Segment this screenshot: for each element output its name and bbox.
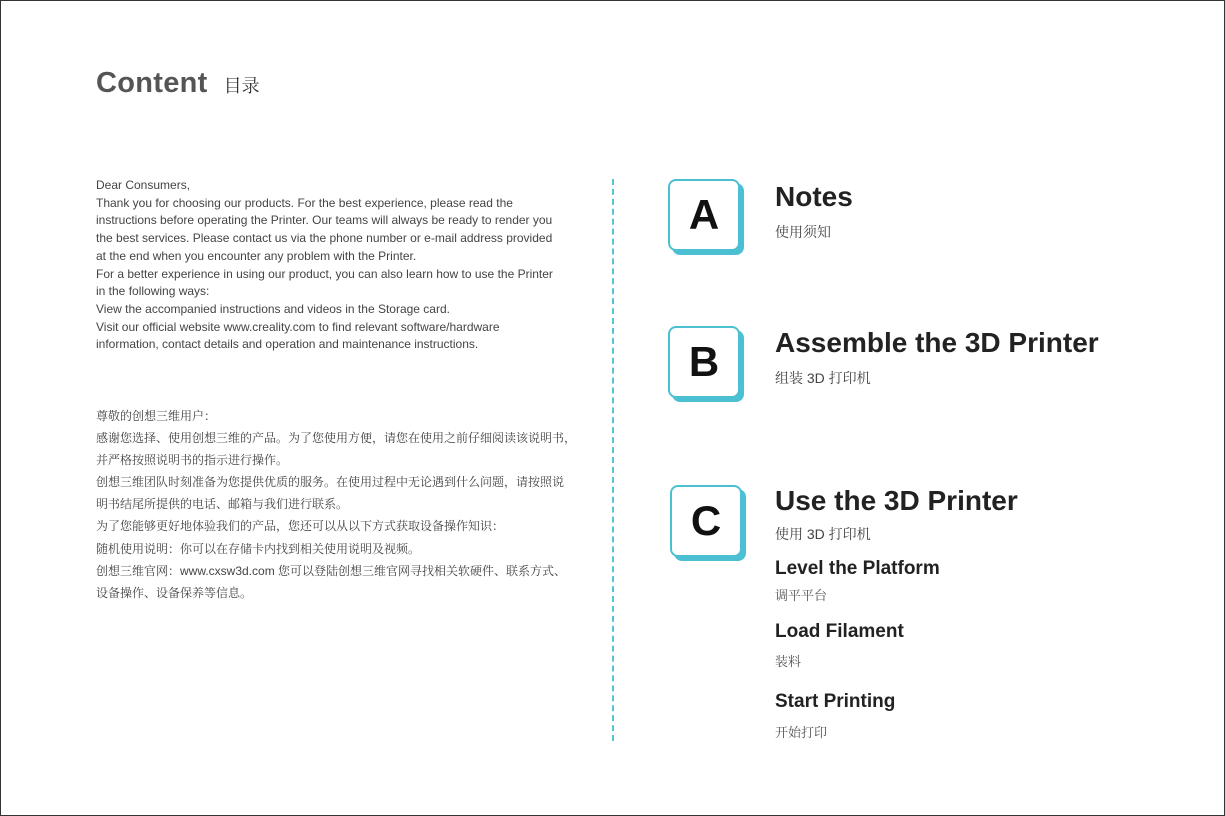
item-level-platform-title: Level the Platform [775,558,940,579]
intro-en-line: the best services. Please contact us via the phone number or e-mail address provided [96,231,553,246]
item-start-printing-title: Start Printing [775,691,896,712]
section-letter: A [688,191,720,238]
intro-en-line: Dear Consumers, [96,178,191,192]
intro-cn-line: 感谢您选择、使用创想三维的产品。为了您使用方便，请您在使用之前仔细阅读该说明书， [96,431,577,446]
intro-chinese [96,405,577,604]
section-letter: C [690,497,722,544]
section-b-badge [668,326,740,398]
page-title-cn: 目录 [223,76,260,96]
page-title: Content [96,67,208,99]
section-a-badge [668,179,740,251]
intro-en-line: For a better experience in using our product, you can also learn how to use the Printer [96,266,553,281]
intro-en-line: in the following ways: [96,284,210,299]
page-heading [96,67,260,100]
intro-cn-line: 创想三维官网：www.cxsw3d.com 您可以登陆创想三维官网寻找相关软硬件、联系方式、 [96,563,567,578]
intro-cn-line: 随机使用说明：你可以在存储卡内找到相关使用说明及视频。 [96,541,421,556]
section-c-title: Use the 3D Printer [775,485,1018,516]
intro-cn-line: 尊敬的创想三维用户： [96,409,217,423]
intro-cn-line: 并严格按照说明书的指示进行操作。 [96,453,289,468]
intro-cn-line: 明书结尾所提供的电话、邮箱与我们进行联系。 [96,497,349,512]
intro-english [96,177,566,354]
section-a-title: Notes [775,181,853,212]
badge-face [668,326,740,398]
section-c-badge [670,485,742,557]
item-load-filament-title: Load Filament [775,621,904,642]
intro-en-line: instructions before operating the Printer. Our teams will always be ready to render you [96,213,553,228]
item-load-filament-subtitle: 装料 [775,654,802,669]
intro-cn-line: 为了您能够更好地体验我们的产品，您还可以从以下方式获取设备操作知识： [96,519,505,534]
badge-face [668,179,740,251]
item-start-printing-subtitle: 开始打印 [775,725,828,740]
dashed-divider [612,179,614,741]
intro-cn-line: 创想三维团队时刻准备为您提供优质的服务。在使用过程中无论遇到什么问题，请按照说 [96,475,565,490]
intro-cn-line: 设备操作、设备保养等信息。 [96,585,253,600]
section-c-subtitle: 使用 3D 打印机 [775,526,871,542]
section-a-subtitle: 使用须知 [775,224,831,240]
intro-en-line: View the accompanied instructions and videos in the Storage card. [96,301,450,316]
intro-en-line: at the end when you encounter any problem with the Printer. [96,248,417,263]
intro-en-line: Visit our official website www.creality.com to find relevant software/hardware [96,319,500,334]
section-letter: B [688,338,720,385]
intro-en-line: information, contact details and operation and maintenance instructions. [96,337,479,352]
intro-en-line: Thank you for choosing our products. For the best experience, please read the [96,195,513,210]
item-level-platform-subtitle: 调平平台 [775,588,828,603]
section-b-title: Assemble the 3D Printer [775,327,1099,358]
badge-face [670,485,742,557]
section-b-subtitle: 组装 3D 打印机 [775,370,871,386]
